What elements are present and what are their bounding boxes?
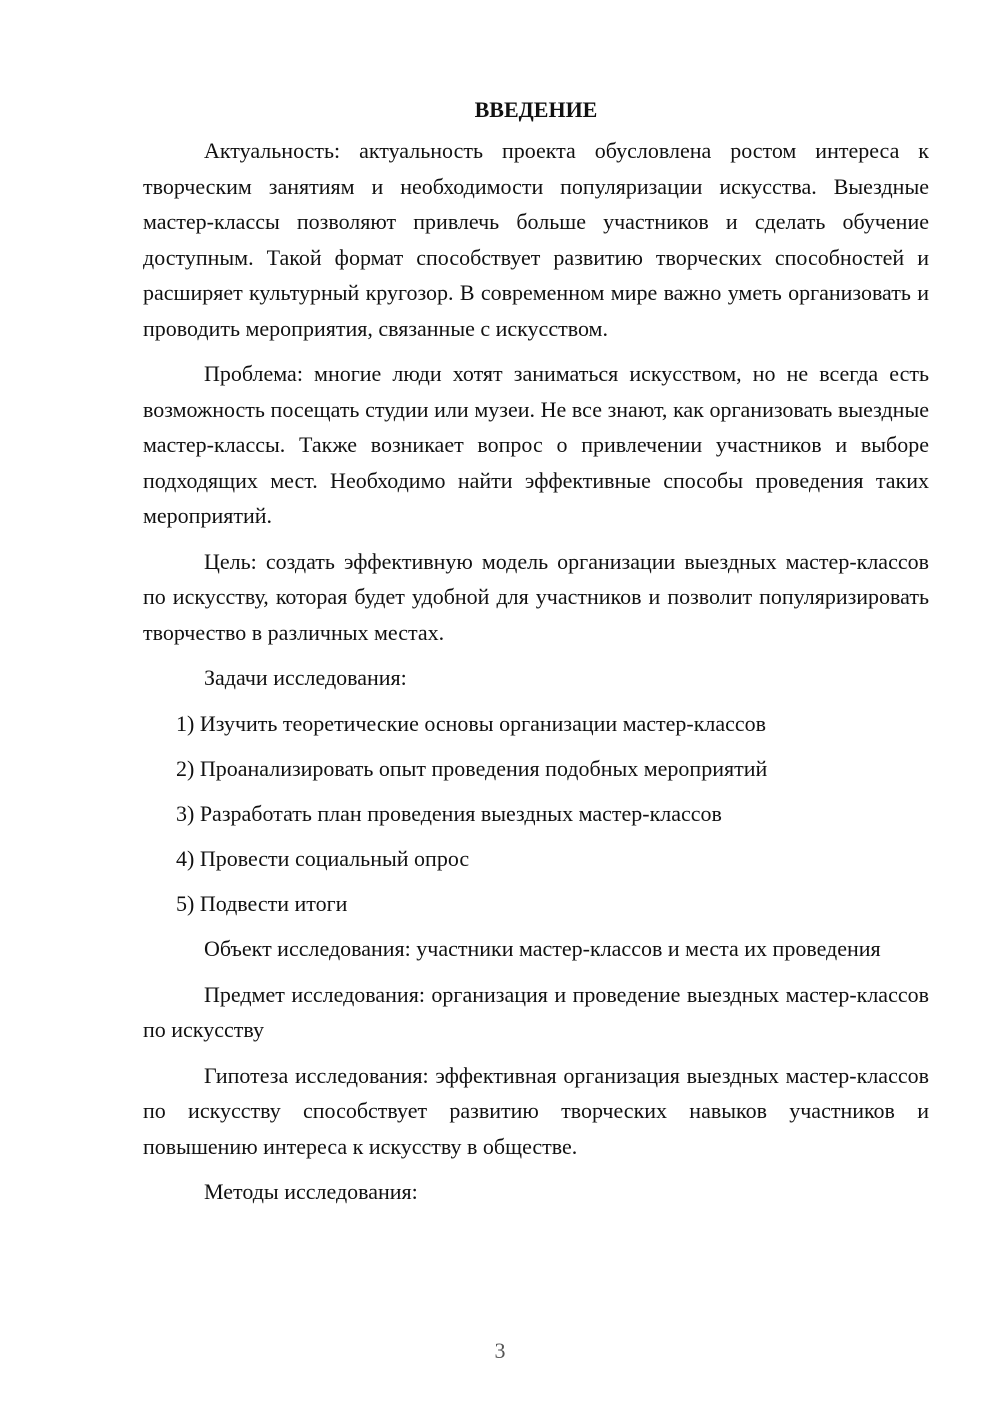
- list-item: 1) Изучить теоретические основы организации мастер-классов: [176, 710, 767, 736]
- page-number: 3: [494, 1338, 506, 1363]
- list-item: 2) Проанализировать опыт проведения подобных мероприятий: [176, 755, 768, 781]
- section-heading: ВВЕДЕНИЕ: [474, 97, 598, 122]
- paragraph-goal: Цель: создать эффективную модель организации выездных мастер-классов по искусству, которая будет удобной для участников и позволит популяризировать творчество в различных местах.: [143, 548, 929, 645]
- paragraph-methods: Методы исследования:: [204, 1179, 418, 1204]
- paragraph-object: Объект исследования: участники мастер-классов и места их проведения: [204, 936, 881, 961]
- paragraph-relevance: Актуальность: актуальность проекта обусловлена ростом интереса к творческим занятиям и необходимости популяризации искусства. Выездные мастер-классы позволяют привлечь больше участников и сделать обучение доступным. Такой формат способствует развитию творческих способностей и расширяет культурный кругозор. В современном мире важно уметь организовать и проводить мероприятия, связанные с искусством.: [143, 138, 929, 341]
- page-content: [143, 92, 929, 1220]
- paragraph-subject: Предмет исследования: организация и проведение выездных мастер-классов по искусству: [143, 981, 929, 1042]
- list-item: 4) Провести социальный опрос: [176, 845, 470, 871]
- paragraph-hypothesis: Гипотеза исследования: эффективная организация выездных мастер-классов по искусству способствует развитию творческих навыков участников и повышению интереса к искусству в обществе.: [143, 1062, 929, 1159]
- list-item: 3) Разработать план проведения выездных мастер-классов: [176, 800, 722, 826]
- paragraph-tasks-title: Задачи исследования:: [204, 665, 407, 690]
- paragraph-problem: Проблема: многие люди хотят заниматься искусством, но не всегда есть возможность посещать студии или музеи. Не все знают, как организовать выездные мастер-классы. Также возникает вопрос о привлечении участников и выборе подходящих мест. Необходимо найти эффективные способы проведения таких мероприятий.: [143, 361, 929, 528]
- list-item: 5) Подвести итоги: [176, 890, 348, 916]
- tasks-list: [143, 706, 929, 922]
